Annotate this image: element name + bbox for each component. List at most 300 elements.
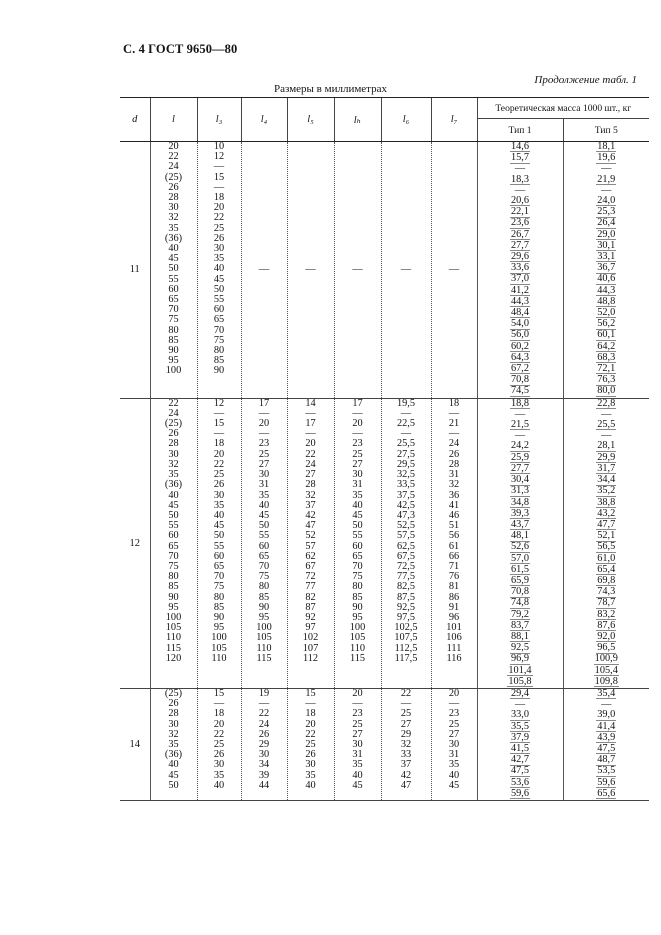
mass-value: 72,1 xyxy=(597,363,616,375)
value: 62 xyxy=(305,550,316,562)
value: 65 xyxy=(168,540,179,552)
value: 20 xyxy=(448,687,460,699)
value: 105 xyxy=(349,632,366,644)
mass-value: 69,8 xyxy=(597,574,616,586)
value: 30 xyxy=(213,489,225,501)
value: 35 xyxy=(213,769,225,781)
value: 45 xyxy=(258,509,270,521)
value: 32,5 xyxy=(396,469,416,481)
value: 35 xyxy=(258,489,270,501)
value: 55 xyxy=(352,530,363,542)
header-mass: Теоретическая масса 1000 шт., кг xyxy=(477,98,649,119)
value: 100 xyxy=(165,365,182,377)
table-row xyxy=(120,398,649,688)
cell-d: 11 xyxy=(120,142,150,399)
value: 40 xyxy=(258,499,270,511)
value: 60 xyxy=(213,304,225,316)
mass-value: 70,8 xyxy=(510,374,530,386)
value: 22 xyxy=(400,687,412,699)
value: 112,5 xyxy=(394,642,418,654)
value: 26 xyxy=(168,698,179,710)
value: — xyxy=(352,698,363,710)
value: — xyxy=(305,407,316,419)
header-type5: Тип 5 xyxy=(563,119,649,142)
value: 65 xyxy=(213,314,225,326)
value: — xyxy=(258,407,270,419)
cell-l5-empty: — xyxy=(287,142,334,399)
mass-value: 23,6 xyxy=(510,217,530,229)
mass-value: — xyxy=(514,430,526,442)
value: 116 xyxy=(446,652,462,664)
value: 35 xyxy=(168,222,179,234)
value: 75 xyxy=(168,560,179,572)
mass-value: 14,6 xyxy=(510,141,530,152)
cell-l7 xyxy=(431,398,477,688)
value: 65 xyxy=(352,550,363,562)
value: 45 xyxy=(168,499,179,511)
value: 35 xyxy=(213,253,225,265)
value: 31 xyxy=(448,749,460,761)
mass-value: 76,3 xyxy=(597,374,616,386)
value: 66 xyxy=(448,550,460,562)
mass-value: 29,6 xyxy=(510,251,530,263)
mass-value: 34,4 xyxy=(597,474,616,486)
value: 25 xyxy=(352,448,363,460)
value: 28 xyxy=(168,708,179,720)
value: 115 xyxy=(349,652,366,664)
value: 29,5 xyxy=(396,458,416,470)
value: 45 xyxy=(352,779,363,791)
value: 65 xyxy=(213,560,225,572)
value: 22 xyxy=(213,458,225,470)
value: 25 xyxy=(448,718,460,730)
value: 96 xyxy=(448,611,460,623)
cell-l7 xyxy=(431,688,477,800)
mass-value: 57,0 xyxy=(510,552,530,564)
mass-value: 34,8 xyxy=(510,496,530,508)
value: 34 xyxy=(258,759,270,771)
value: 30 xyxy=(213,243,225,255)
value: 30 xyxy=(213,759,225,771)
value: 26 xyxy=(448,448,460,460)
header-l4: l₄ xyxy=(241,98,287,142)
value: 40 xyxy=(352,769,363,781)
value: 87,5 xyxy=(396,591,416,603)
value: 22,5 xyxy=(396,418,416,430)
value: 80 xyxy=(213,591,225,603)
value: 30 xyxy=(352,469,363,481)
value: 18 xyxy=(213,438,225,450)
header-l3: l₃ xyxy=(197,98,241,142)
mass-value: 60,2 xyxy=(510,340,530,352)
value: 25 xyxy=(213,222,225,234)
mass-value: 48,8 xyxy=(597,295,616,307)
value: 95 xyxy=(258,611,270,623)
value: 86 xyxy=(448,591,460,603)
mass-value: 31,3 xyxy=(510,485,530,497)
value: 26 xyxy=(213,479,225,491)
mass-value: 43,9 xyxy=(597,731,616,743)
value: 72,5 xyxy=(396,560,416,572)
value: 20 xyxy=(213,718,225,730)
value: 25 xyxy=(258,448,270,460)
value: 110 xyxy=(256,642,272,654)
value: 18 xyxy=(448,397,460,409)
value: 22 xyxy=(168,151,179,163)
mass-value: 22,8 xyxy=(597,397,616,409)
mass-value: 26,7 xyxy=(510,228,530,240)
value: 92 xyxy=(305,611,316,623)
mass-value: — xyxy=(514,408,526,420)
value: 32 xyxy=(168,458,179,470)
value: 40 xyxy=(448,769,460,781)
mass-value: 18,1 xyxy=(597,141,616,152)
mass-value: 30,1 xyxy=(597,239,616,251)
mass-value: 35,5 xyxy=(510,720,530,732)
value: 55 xyxy=(168,520,179,532)
value: 50 xyxy=(168,263,179,275)
mass-value: — xyxy=(601,699,612,711)
value: 14 xyxy=(305,397,316,409)
value: 95 xyxy=(352,611,363,623)
value: 44 xyxy=(258,779,270,791)
cell-lh xyxy=(334,398,381,688)
value: 28 xyxy=(168,192,179,204)
value: 29 xyxy=(258,738,270,750)
mass-value: 53,5 xyxy=(597,765,616,777)
cell-t1 xyxy=(477,142,563,399)
value: 35 xyxy=(168,469,179,481)
page-header: С. 4 ГОСТ 9650—80 xyxy=(123,42,238,56)
value: 117,5 xyxy=(394,652,418,664)
mass-value: 33,1 xyxy=(597,251,616,263)
value: 105 xyxy=(165,622,182,634)
value: 18 xyxy=(213,192,225,204)
value: 56 xyxy=(448,530,460,542)
value: 15 xyxy=(213,687,225,699)
value: 50 xyxy=(213,283,225,295)
value: 40 xyxy=(168,489,179,501)
mass-value: 105,8 xyxy=(508,675,532,687)
value: 17 xyxy=(258,397,270,409)
value: 26 xyxy=(168,428,179,440)
mass-value: 96,9 xyxy=(510,653,530,665)
mass-value: 88,1 xyxy=(510,630,530,642)
value: 85 xyxy=(213,355,225,367)
mass-value: 44,3 xyxy=(597,284,616,296)
mass-value: 74,3 xyxy=(597,586,616,598)
value: 40 xyxy=(213,509,225,521)
value: 75 xyxy=(258,571,270,583)
mass-value: 47,5 xyxy=(597,742,616,754)
mass-value: 79,2 xyxy=(510,608,530,620)
value: 80 xyxy=(352,581,363,593)
value: 27 xyxy=(400,718,412,730)
value: 24 xyxy=(448,438,460,450)
value: 37 xyxy=(305,499,316,511)
mass-value: 26,4 xyxy=(597,217,616,229)
value: 25 xyxy=(352,718,363,730)
value: 106 xyxy=(446,632,462,644)
mass-value: 56,5 xyxy=(597,541,616,553)
value: 26 xyxy=(258,728,270,740)
value: 70 xyxy=(168,550,179,562)
value: 25 xyxy=(213,469,225,481)
value: 20 xyxy=(305,718,316,730)
value: 20 xyxy=(168,141,179,152)
value: 20 xyxy=(305,438,316,450)
value: 97 xyxy=(305,622,316,634)
value: 95 xyxy=(168,355,179,367)
value: 50 xyxy=(168,779,179,791)
value: — xyxy=(400,428,412,440)
value: 32 xyxy=(400,738,412,750)
cell-l6-empty: — xyxy=(381,142,431,399)
header-l: l xyxy=(150,98,197,142)
value: 75 xyxy=(352,571,363,583)
cell-t5 xyxy=(563,398,649,688)
value: 39 xyxy=(258,769,270,781)
value: 22 xyxy=(305,448,316,460)
value: 105 xyxy=(256,632,272,644)
value: 45 xyxy=(168,253,179,265)
value: — xyxy=(213,428,225,440)
mass-value: 40,6 xyxy=(597,273,616,285)
mass-value: 35,4 xyxy=(597,687,616,699)
value: 28 xyxy=(448,458,460,470)
value: 35 xyxy=(305,769,316,781)
mass-value: 56,0 xyxy=(510,329,530,341)
value: 70 xyxy=(213,571,225,583)
mass-value: 54,0 xyxy=(510,318,530,330)
value: 20 xyxy=(213,448,225,460)
value: 32 xyxy=(305,489,316,501)
value: 87 xyxy=(305,601,316,613)
value: 112 xyxy=(302,652,319,664)
value: 24 xyxy=(305,458,316,470)
value: 27 xyxy=(352,728,363,740)
value: 90 xyxy=(213,611,225,623)
cell-l4-empty: — xyxy=(241,142,287,399)
value: 71 xyxy=(448,560,460,572)
value: — xyxy=(352,407,363,419)
mass-value: 43,2 xyxy=(597,507,616,519)
mass-value: 20,6 xyxy=(510,195,530,207)
value: 37,5 xyxy=(396,489,416,501)
mass-value: 109,8 xyxy=(594,675,618,687)
mass-value: — xyxy=(601,163,612,175)
value: 15 xyxy=(213,418,225,430)
value: 33 xyxy=(400,749,412,761)
mass-value: 41,5 xyxy=(510,742,530,754)
value: — xyxy=(448,428,460,440)
value: 18 xyxy=(213,708,225,720)
value: 32 xyxy=(168,728,179,740)
mass-value: 19,6 xyxy=(597,152,616,164)
mass-value: 18,8 xyxy=(510,397,530,409)
value: 45 xyxy=(352,509,363,521)
value: 22 xyxy=(258,708,270,720)
value: (25) xyxy=(164,418,183,430)
cell-lh xyxy=(334,688,381,800)
mass-value: 52,6 xyxy=(510,541,530,553)
value: 45 xyxy=(168,769,179,781)
value: 15 xyxy=(213,171,225,183)
value: — xyxy=(400,407,412,419)
mass-value: 31,7 xyxy=(597,462,616,474)
value: 77,5 xyxy=(396,571,416,583)
mass-value: 48,4 xyxy=(510,307,530,319)
cell-t5 xyxy=(563,142,649,399)
value: 32 xyxy=(448,479,460,491)
cell-t1 xyxy=(477,688,563,800)
value: — xyxy=(448,698,460,710)
value: 50 xyxy=(258,520,270,532)
value: 105 xyxy=(211,642,227,654)
value: 24 xyxy=(168,407,179,419)
value: 55 xyxy=(168,273,179,285)
value: 90 xyxy=(168,345,179,357)
mass-value: 56,2 xyxy=(597,318,616,330)
value: 65 xyxy=(258,550,270,562)
value: 60 xyxy=(213,550,225,562)
mass-value: 21,9 xyxy=(597,173,616,185)
value: 72 xyxy=(305,571,316,583)
value: 33,5 xyxy=(396,479,416,491)
mass-value: 80,0 xyxy=(597,385,616,397)
value: 35 xyxy=(352,489,363,501)
value: 107,5 xyxy=(394,632,418,644)
mass-value: 60,1 xyxy=(597,329,616,341)
value: 45 xyxy=(213,273,225,285)
value: 30 xyxy=(352,738,363,750)
value: 110 xyxy=(165,632,182,644)
value: 90 xyxy=(352,601,363,613)
mass-value: 87,6 xyxy=(597,619,616,631)
value: — xyxy=(305,428,316,440)
value: — xyxy=(258,428,270,440)
value: 120 xyxy=(165,652,182,664)
header-l7: l₇ xyxy=(431,98,477,142)
mass-value: 64,2 xyxy=(597,340,616,352)
value: 24 xyxy=(258,718,270,730)
value: 100 xyxy=(165,611,182,623)
value: 28 xyxy=(168,438,179,450)
mass-value: — xyxy=(601,430,612,442)
value: — xyxy=(448,407,460,419)
value: — xyxy=(352,428,363,440)
mass-value: 105,4 xyxy=(594,664,618,676)
value: 60 xyxy=(168,530,179,542)
table-row xyxy=(120,688,649,800)
value: 47 xyxy=(400,779,412,791)
value: 107 xyxy=(302,642,319,654)
value: 31 xyxy=(448,469,460,481)
value: — xyxy=(305,698,316,710)
value: 40 xyxy=(213,779,225,791)
mass-value: 83,2 xyxy=(597,608,616,620)
value: 60 xyxy=(168,283,179,295)
cell-l xyxy=(150,142,197,399)
value: 20 xyxy=(213,202,225,214)
mass-value: 101,4 xyxy=(508,664,532,676)
cell-l3 xyxy=(197,398,241,688)
value: 115 xyxy=(256,652,272,664)
value: 90 xyxy=(258,601,270,613)
mass-value: 25,5 xyxy=(597,419,616,431)
value: 102,5 xyxy=(394,622,418,634)
value: 19,5 xyxy=(396,397,416,409)
mass-value: 35,2 xyxy=(597,485,616,497)
mass-value: 37,0 xyxy=(510,273,530,285)
value: 75 xyxy=(213,581,225,593)
mass-value: 38,8 xyxy=(597,496,616,508)
value: 35 xyxy=(352,759,363,771)
table-body xyxy=(120,142,649,801)
cell-l5 xyxy=(287,398,334,688)
value: 85 xyxy=(168,581,179,593)
mass-value: 41,2 xyxy=(510,284,530,296)
cell-l xyxy=(150,398,197,688)
value: 46 xyxy=(448,509,460,521)
mass-value: 41,4 xyxy=(597,720,616,732)
value: 23 xyxy=(448,708,460,720)
mass-value: 24,2 xyxy=(510,440,530,452)
header-d: d xyxy=(120,98,150,142)
mass-value: 33,0 xyxy=(510,709,530,721)
value: 30 xyxy=(168,448,179,460)
value: 24 xyxy=(168,161,179,173)
cell-l5 xyxy=(287,688,334,800)
value: 60 xyxy=(258,540,270,552)
value: — xyxy=(213,407,225,419)
value: 25,5 xyxy=(396,438,416,450)
value: 80 xyxy=(258,581,270,593)
value: 27 xyxy=(448,728,460,740)
mass-value: 74,8 xyxy=(510,597,530,609)
mass-value: 53,6 xyxy=(510,776,530,788)
value: 26 xyxy=(213,232,225,244)
value: 30 xyxy=(448,738,460,750)
value: — xyxy=(213,698,225,710)
value: 37 xyxy=(400,759,412,771)
mass-value: 64,3 xyxy=(510,351,530,363)
mass-value: 92,0 xyxy=(597,630,616,642)
value: 12 xyxy=(213,151,225,163)
mass-value: 21,5 xyxy=(510,419,530,431)
mass-value: — xyxy=(514,163,526,175)
mass-value: 65,9 xyxy=(510,574,530,586)
cell-l4 xyxy=(241,398,287,688)
value: 10 xyxy=(213,141,225,152)
value: 70 xyxy=(168,304,179,316)
value: 31 xyxy=(352,479,363,491)
value: 47,3 xyxy=(396,509,416,521)
mass-value: 70,8 xyxy=(510,586,530,598)
value: (36) xyxy=(164,749,183,761)
value: 45 xyxy=(213,520,225,532)
value: 25 xyxy=(213,738,225,750)
mass-value: 39,0 xyxy=(597,709,616,721)
header-lh: lₕ xyxy=(334,98,381,142)
value: 76 xyxy=(448,571,460,583)
mass-value: 100,9 xyxy=(594,653,618,665)
mass-value: 61,0 xyxy=(597,552,616,564)
value: 40 xyxy=(352,499,363,511)
cell-l4 xyxy=(241,688,287,800)
value: 111 xyxy=(446,642,462,654)
value: — xyxy=(213,161,225,173)
